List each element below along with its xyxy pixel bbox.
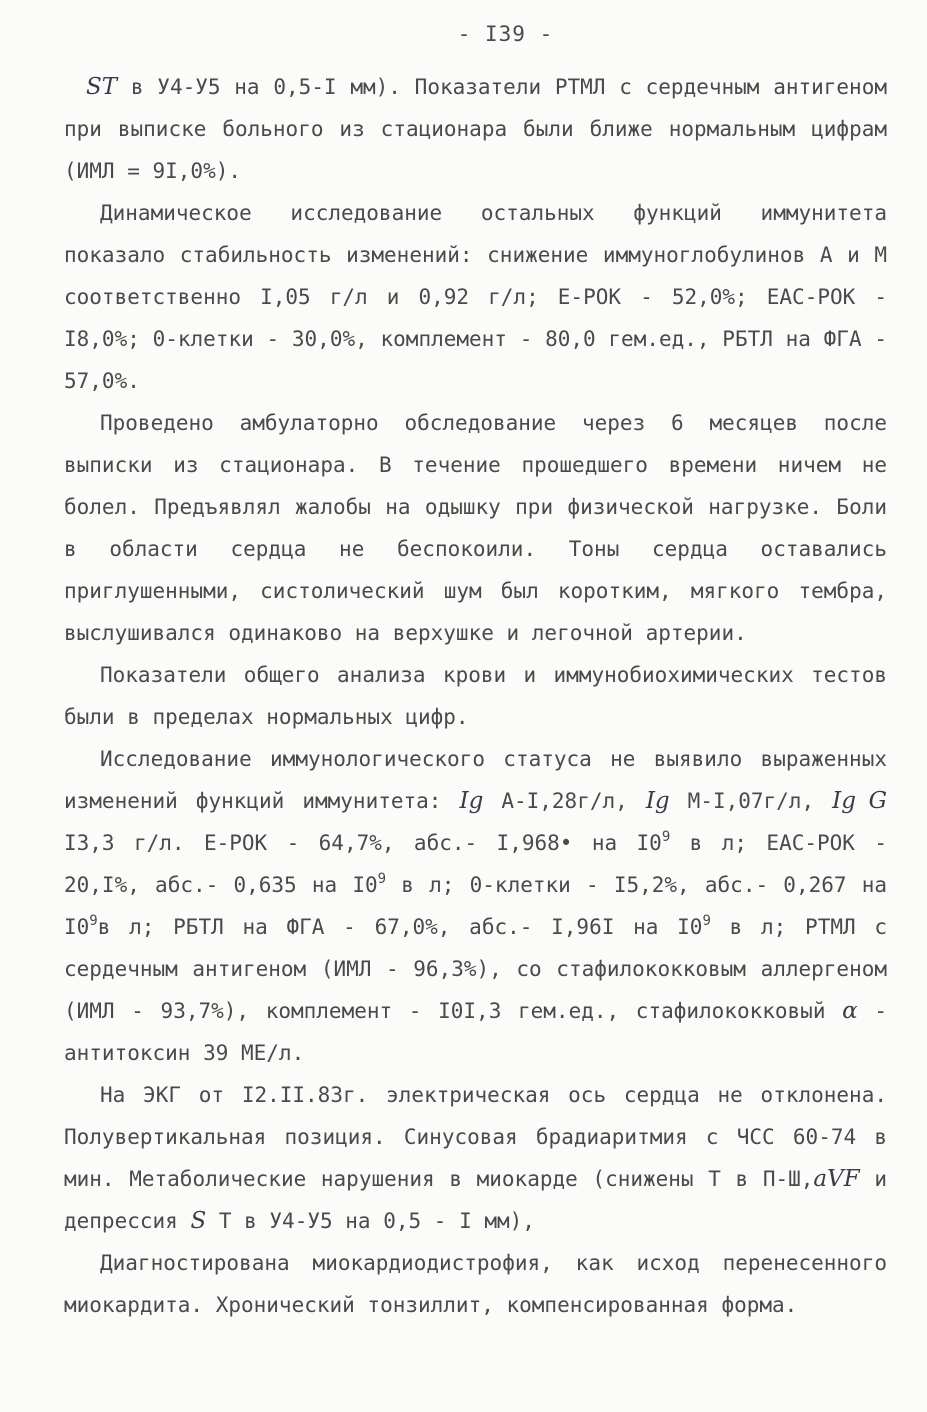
page-number: - I39 -	[457, 22, 554, 46]
superscript: 9	[89, 913, 98, 929]
document-body	[64, 66, 887, 1326]
paragraph-1: ST в У4-У5 на 0,5-I мм). Показатели РТМЛ с сердечным антигеном при выписке больного из стационара были ближе нормальным цифрам (ИМЛ = 9I,0%).	[64, 74, 887, 183]
handwritten-ig: Ig	[459, 788, 484, 814]
handwritten-avf: aVF	[813, 1166, 860, 1192]
handwritten-alpha: α	[842, 998, 858, 1024]
superscript: 9	[377, 871, 387, 887]
handwritten-ig-g: Ig G	[832, 788, 888, 814]
paragraph-2: Динамическое исследование остальных функций иммунитета показало стабильность изменений: снижение иммуноглобулинов А и М соответственно I,05 г/л и 0,92 г/л; Е-РОК - 52,0%; ЕАС-РОК - I8,0%; 0-клетки - 30,0%, комплемент - 80,0 гем.ед., РБТЛ на ФГА - 57,0%.	[64, 201, 887, 393]
paragraph-3: Проведено амбулаторно обследование через 6 месяцев после выписки из стационара. В течение прошедшего времени ничем не болел. Предъявлял жалобы на одышку при физической нагрузке. Боли в области сердца не беспокоили. Тоны сердца оставались приглушенными, систолический шум был коротким, мягкого тембра, выслушивался одинаково на верхушке и легочной артерии.	[64, 411, 887, 645]
paragraph-4: Показатели общего анализа крови и иммунобиохимических тестов были в пределах нормальных цифр.	[64, 663, 887, 729]
paragraph-6: На ЭКГ от I2.II.83г. электрическая ось сердца не отклонена. Полувертикальная позиция. Синусовая брадиаритмия с ЧСС 60-74 в мин. Метаболические нарушения в миокарде (снижены Т в П-Ш,aVF и депрессия S Т в У4-У5 на 0,5 - I мм),	[64, 1083, 887, 1234]
handwritten-ig: Ig	[645, 788, 670, 814]
superscript: 9	[661, 829, 671, 845]
handwritten-st: ST	[86, 74, 118, 100]
paragraph-5: Исследование иммунологического статуса не выявило выраженных изменений функций иммунитета: Ig A-I,28г/л, Ig M-I,07г/л, Ig G I3,3 г/л. Е-РОК - 64,7%, абс.- I,968• на $I0^9$ в л; ЕАС-РОК - 20,I%, абс.- 0,635 на $I0^9$ в л; 0-клетки - I5,2%, абс.- 0,267 на $I0^9в$ л; РБТЛ на ФГА - 67,0%, абс.- I,96I на $I0^9$ в л; РТМЛ с сердечным антигеном (ИМЛ - 96,3%), со стафилококковым аллергеном (ИМЛ - 93,7%), комплемент - I0I,3 гем.ед., стафилококковый α - антитоксин 39 МЕ/л.	[64, 747, 888, 1065]
superscript: 9	[702, 913, 711, 929]
handwritten-s: S	[190, 1208, 207, 1234]
paragraph-7: Диагностирована миокардиодистрофия, как исход перенесенного миокардита. Хронический тонзиллит, компенсированная форма.	[64, 1251, 887, 1317]
